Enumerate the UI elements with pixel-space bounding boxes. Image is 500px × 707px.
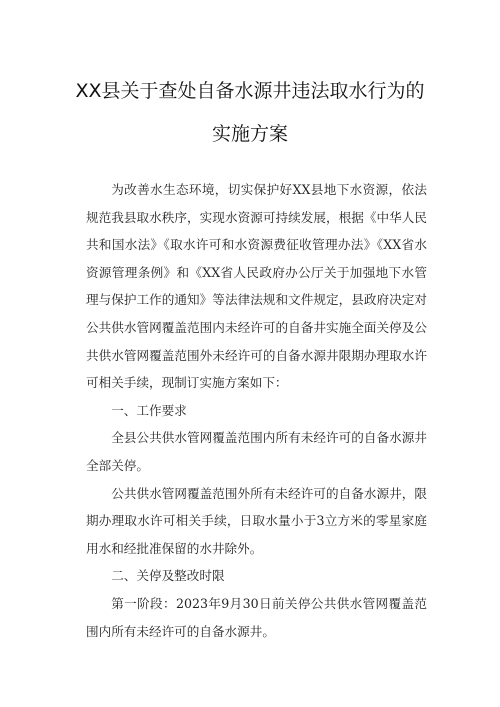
document-title-line-2: 实施方案 [211, 123, 288, 145]
paragraph-phase-one: 第一阶段：2023年9月30日前关停公共供水管网覆盖范围内所有未经许可的自备水源井。 [86, 595, 427, 639]
paragraph-permit-requirement: 公共供水管网覆盖范围外所有未经许可的自备水源井，限期办理取水许可相关手续，日取水量小于3立方米的零星家庭用水和经批准保留的水井除外。 [86, 485, 427, 556]
intro-paragraph: 为改善水生态环境，切实保护好XX县地下水资源，依法规范我县取水秩序，实现水资源可持续发展，根据《中华人民共和国水法》《取水许可和水资源费征收管理办法》《XX省水资源管理条例》和《XX省人民政府办公厅关于加强地下水管理与保护工作的通知》等法律法规和文件规定，县政府决定对公共供水管网覆盖范围内未经许可的自备井实施全面关停及公共供水管网覆盖范围外未经许可的自备水源井限期办理取水许可相关手续，现制订实施方案如下： [86, 182, 427, 391]
document-body [86, 176, 427, 645]
document-title-line-1: XX县关于查处自备水源井违法取水行为的 [75, 80, 425, 102]
paragraph-closure-requirement: 全县公共供水管网覆盖范围内所有未经许可的自备水源井全部关停。 [86, 430, 427, 473]
section-heading-deadlines: 二、关停及整改时限 [111, 568, 225, 584]
section-heading-work-requirements: 一、工作要求 [111, 402, 187, 418]
